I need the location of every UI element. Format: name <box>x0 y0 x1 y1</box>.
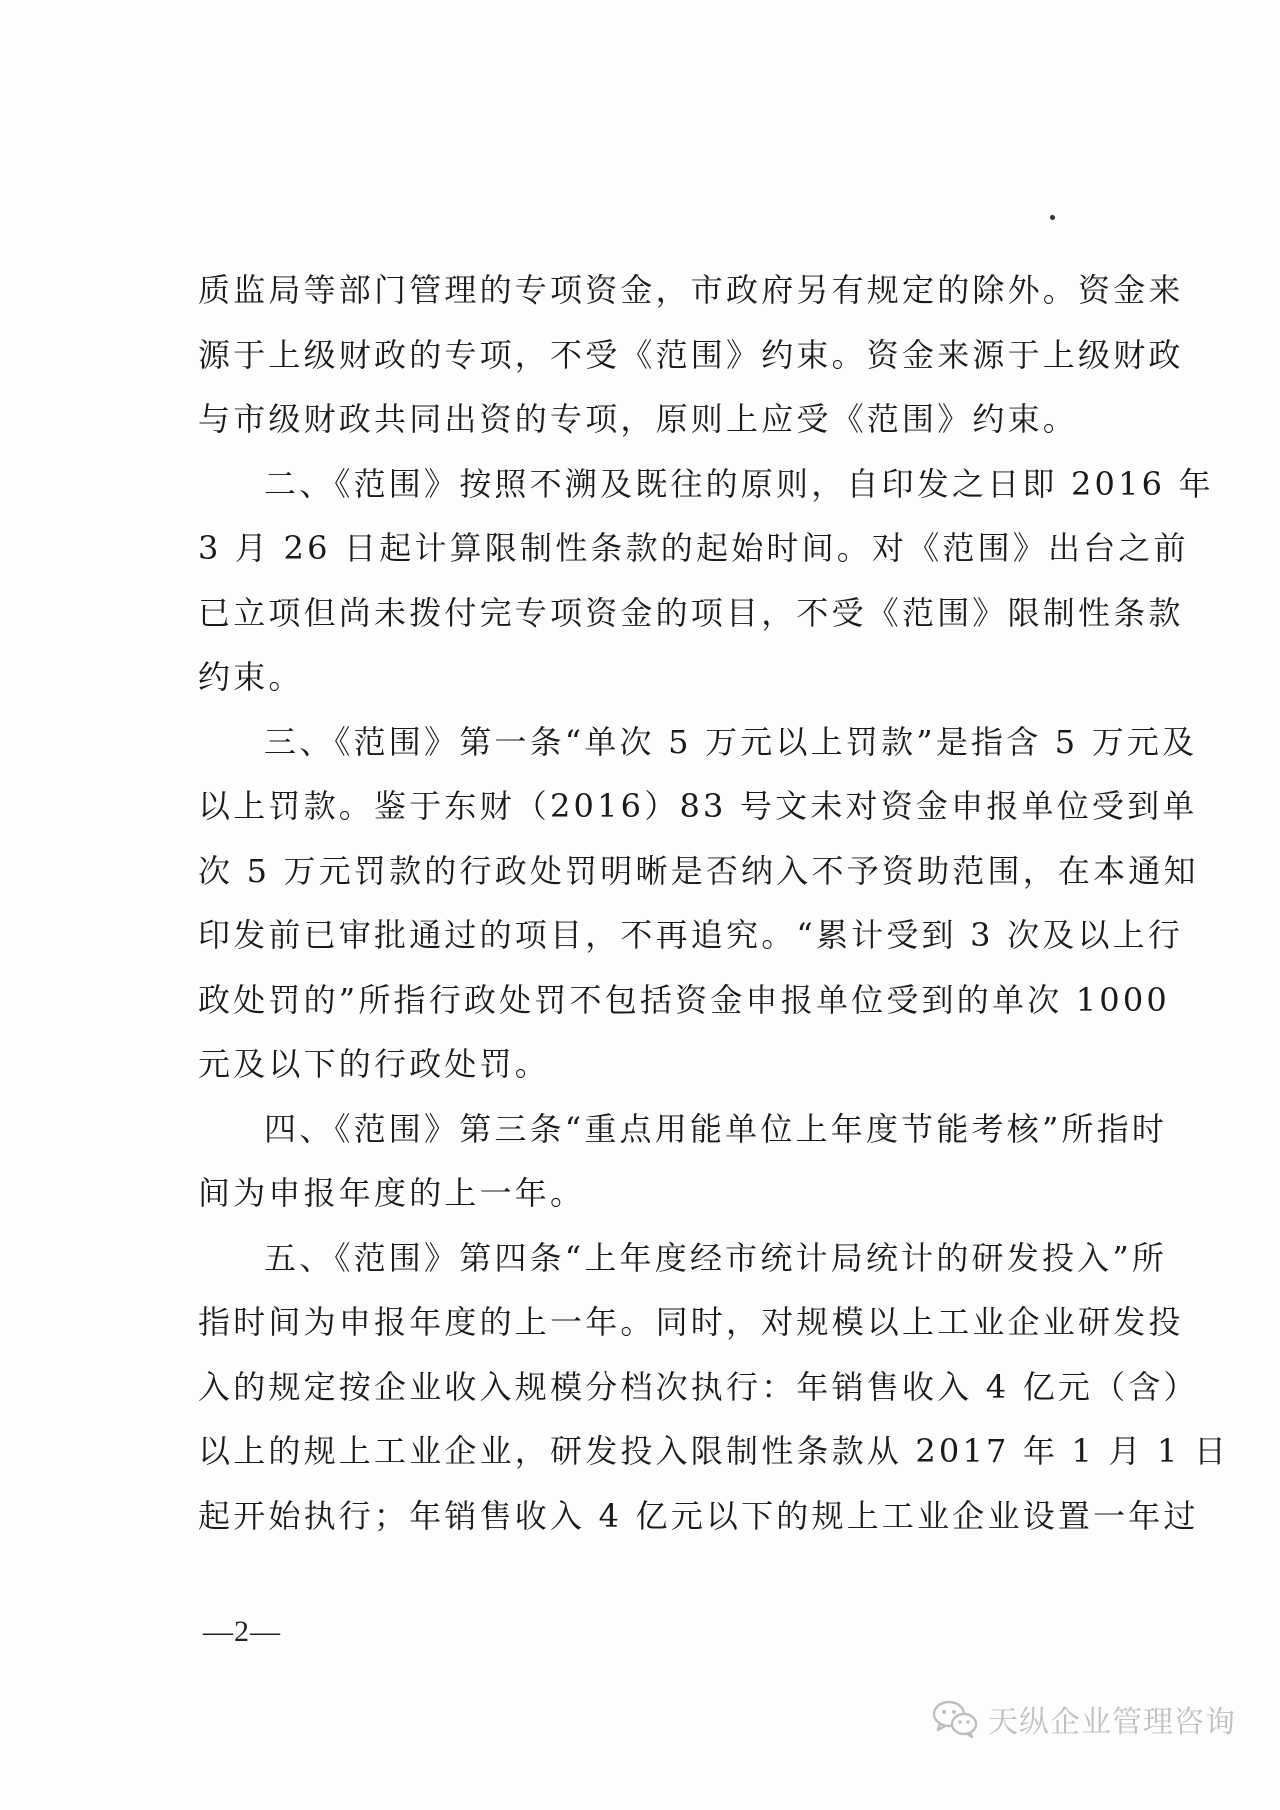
text-line: 四、《范围》第三条“重点用能单位上年度节能考核”所指时 <box>264 1109 1168 1148</box>
wechat-icon <box>932 1699 978 1739</box>
watermark-text: 天纵企业管理咨询 <box>988 1705 1236 1740</box>
text-line: 与市级财政共同出资的专项，原则上应受《范围》约束。 <box>198 400 1079 438</box>
text-line: 入的规定按企业收入规模分档次执行：年销售收入 4 亿元（含） <box>198 1367 1199 1406</box>
text-line: 3 月 26 日起计算限制性条款的起始时间。对《范围》出台之前 <box>198 529 1189 567</box>
scan-speck <box>1050 215 1055 220</box>
text-line: 元及以下的行政处罚。 <box>198 1045 551 1083</box>
watermark <box>932 1697 1236 1741</box>
text-line: 约束。 <box>198 658 304 696</box>
text-line: 次 5 万元罚款的行政处罚明晰是否纳入不予资助范围，在本通知 <box>198 851 1199 890</box>
text-line: 以上的规上工业企业，研发投入限制性条款从 2017 年 1 月 1 日 <box>198 1432 1230 1470</box>
text-line: 起开始执行；年销售收入 4 亿元以下的规上工业企业设置一年过 <box>198 1496 1199 1535</box>
text-line: 三、《范围》第一条“单次 5 万元以上罚款”是指含 5 万元及 <box>264 722 1198 761</box>
text-line: 政处罚的”所指行政处罚不包括资金申报单位受到的单次 1000 <box>198 980 1170 1019</box>
text-line: 间为申报年度的上一年。 <box>198 1174 586 1212</box>
text-line: 源于上级财政的专项，不受《范围》约束。资金来源于上级财政 <box>198 335 1184 374</box>
text-line: 二、《范围》按照不溯及既往的原则，自印发之日即 2016 年 <box>264 464 1214 503</box>
text-line: 已立项但尚未拨付完专项资金的项目，不受《范围》限制性条款 <box>198 593 1184 632</box>
text-line: 指时间为申报年度的上一年。同时，对规模以上工业企业研发投 <box>198 1303 1184 1341</box>
text-line: 以上罚款。鉴于东财（2016）83 号文未对资金申报单位受到单 <box>198 787 1198 825</box>
text-line: 印发前已审批通过的项目，不再追究。“累计受到 3 次及以上行 <box>198 916 1184 954</box>
page-number: —2— <box>203 1615 281 1648</box>
document-body <box>198 258 1230 1548</box>
text-line: 五、《范围》第四条“上年度经市统计局统计的研发投入”所 <box>264 1238 1168 1277</box>
text-line: 质监局等部门管理的专项资金，市政府另有规定的除外。资金来 <box>198 271 1184 309</box>
